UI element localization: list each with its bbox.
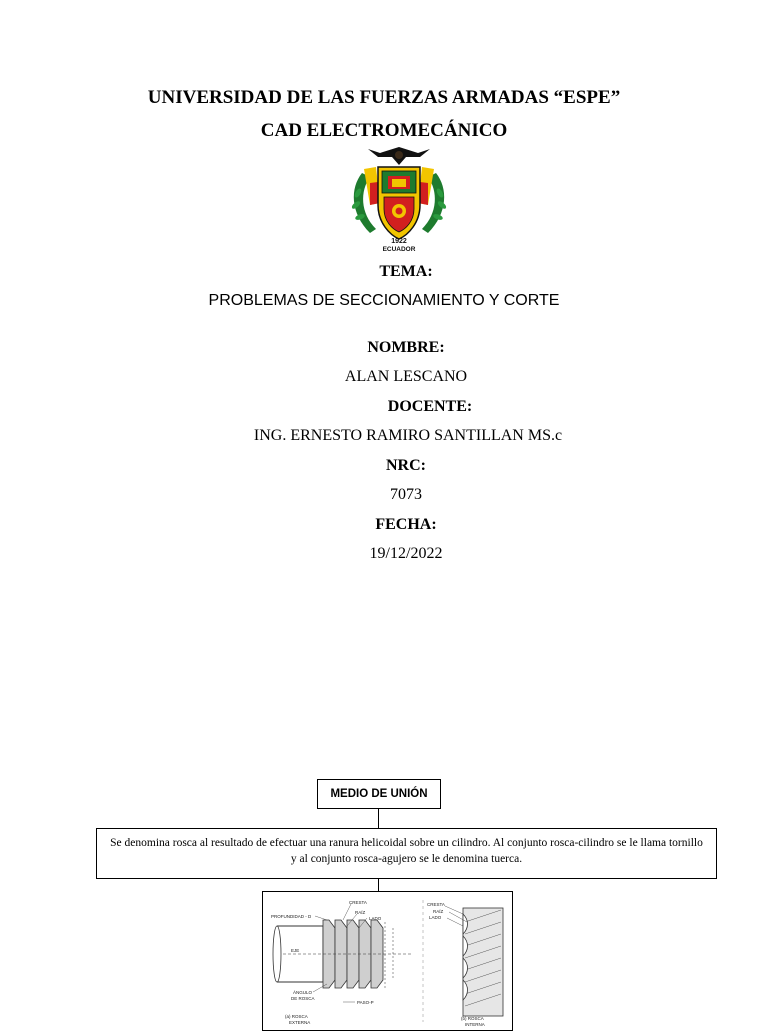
- definition-box: Se denomina rosca al resultado de efectuar una ranura helicoidal sobre un cilindro. Al conjunto rosca-cilindro se le llama tornillo y al conjunto rosca-agujero se le denomina tuerca.: [96, 828, 717, 879]
- thread-figure: [262, 891, 513, 1031]
- tema-label: TEMA:: [379, 263, 433, 280]
- logo-year: 1922: [391, 238, 407, 245]
- label-profundidad: PROFUNDIDAD - D: [271, 914, 312, 919]
- nrc-label: NRC:: [386, 457, 426, 474]
- label-paso: PASO-P: [357, 1000, 374, 1005]
- label-rosca-interna-b: INTERNA: [465, 1022, 485, 1027]
- thread-diagram-icon: [263, 892, 513, 1031]
- course-title: CAD ELECTROMECÁNICO: [260, 120, 508, 141]
- docente-value: ING. ERNESTO RAMIRO SANTILLAN MS.c: [253, 427, 563, 444]
- label-lado-2: LADO: [429, 915, 442, 920]
- label-de-rosca: DE ROSCA: [291, 996, 315, 1001]
- label-rosca-externa-a: (a) ROSCA: [285, 1014, 308, 1019]
- fecha-value: 19/12/2022: [369, 545, 443, 562]
- logo-country: ECUADOR: [382, 246, 416, 253]
- label-cresta: CRESTA: [349, 900, 367, 905]
- espe-crest-icon: [340, 143, 458, 255]
- label-rosca-interna-a: (b) ROSCA: [461, 1016, 484, 1021]
- nrc-value: 7073: [390, 486, 422, 503]
- espe-logo: [340, 143, 458, 255]
- medio-union-box: MEDIO DE UNIÓN: [317, 779, 441, 809]
- label-lado: LADO: [369, 916, 382, 921]
- tema-value: PROBLEMAS DE SECCIONAMIENTO Y CORTE: [208, 292, 560, 309]
- nombre-label: NOMBRE:: [367, 339, 445, 356]
- label-rosca-externa-b: EXTERNA: [289, 1020, 311, 1025]
- docente-label: DOCENTE:: [387, 398, 473, 415]
- label-eje: EJE: [291, 948, 300, 953]
- university-title: UNIVERSIDAD DE LAS FUERZAS ARMADAS “ESPE”: [147, 87, 621, 108]
- connector-line-2: [378, 879, 379, 891]
- nombre-value: ALAN LESCANO: [344, 368, 468, 385]
- label-raiz-2: RAÍZ: [433, 909, 444, 914]
- label-angulo: ÁNGULO: [293, 990, 313, 995]
- label-cresta-2: CRESTA: [427, 902, 445, 907]
- connector-line: [378, 809, 379, 828]
- fecha-label: FECHA:: [375, 516, 437, 533]
- label-raiz: RAÍZ: [355, 910, 366, 915]
